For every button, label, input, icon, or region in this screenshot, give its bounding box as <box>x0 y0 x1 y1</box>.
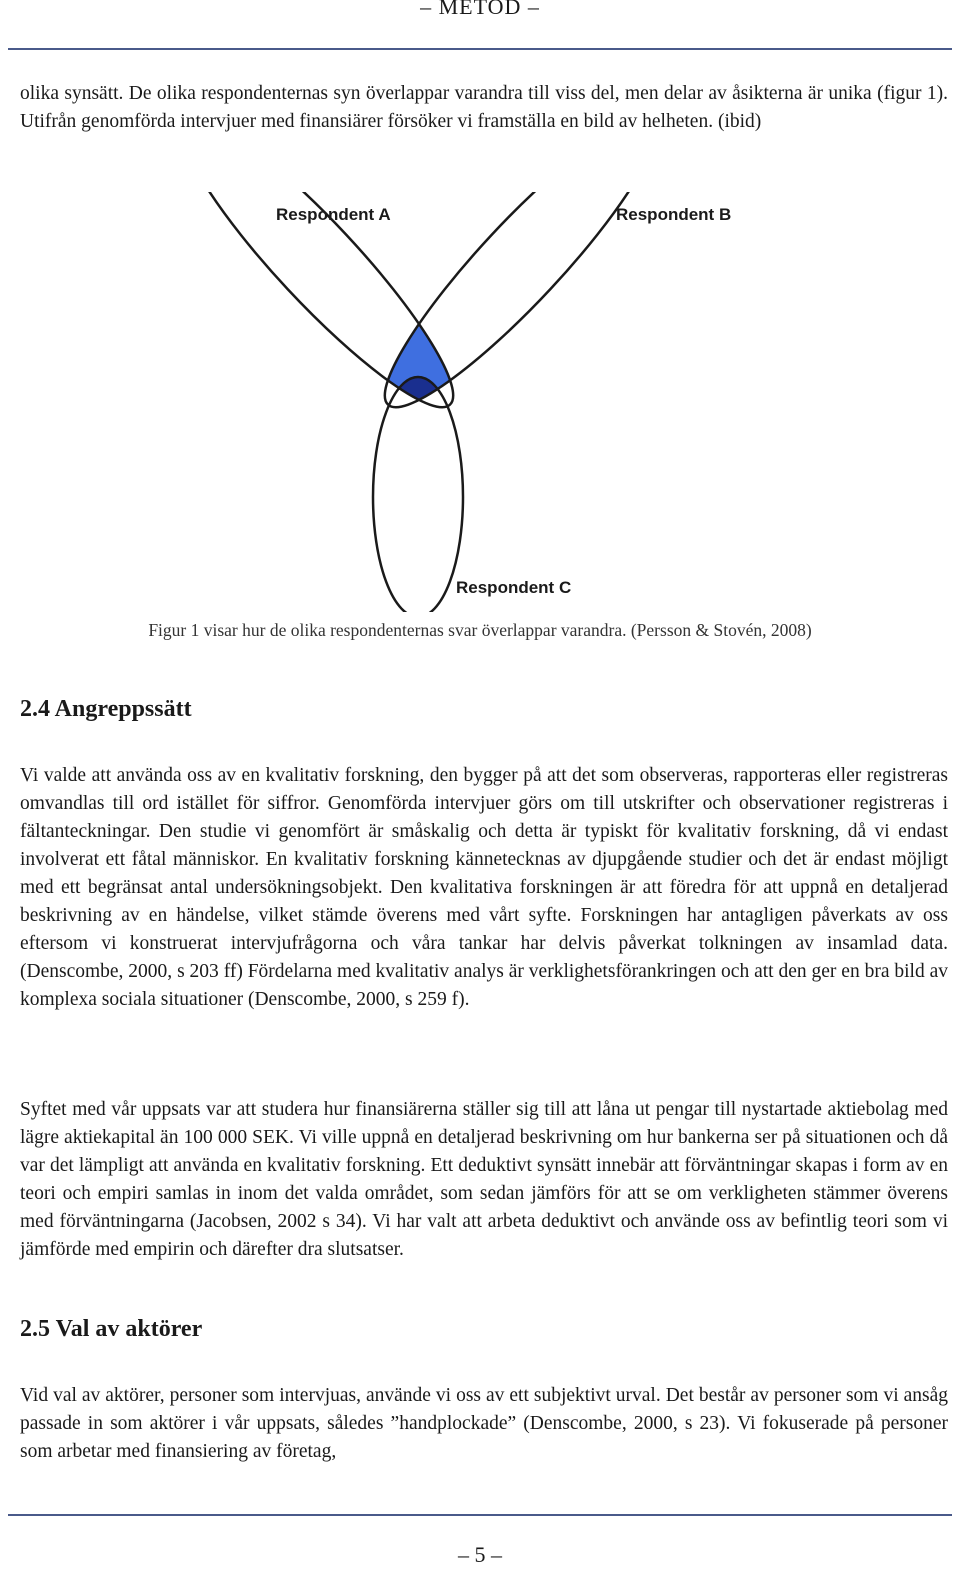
page-header: – METOD – <box>420 0 540 19</box>
intro-paragraph: olika synsätt. De olika respondenternas syn överlappar varandra till viss del, men delar av åsikterna är unika (figur 1). Utifrån genomförda intervjuer med finansiärer försöker vi framställa en bild av helheten. (ibid) <box>20 83 948 132</box>
respondent-c-ellipse <box>373 377 463 612</box>
figure-caption: Figur 1 visar hur de olika respondenternas svar överlappar varandra. (Persson & Stovén, 2008) <box>148 620 812 640</box>
section-2-4-paragraph-2: Syftet med vår uppsats var att studera hur finansiärerna ställer sig till att låna ut pengar till nystartade aktiebolag med lägre aktiekapital än 100 000 SEK. Vi ville uppnå en detaljerad beskrivning om hur bankerna ser på situationen och då var det lämpligt att använda en kvalitativ forskning. Ett deduktivt synsätt innebär att förväntningar skapas i form av en teori och empiri samlas in inom det valda området, som sedan jämförs för att se om verkligheten stämmer överens med förväntningarna (Jacobsen, 2002 s 34). Vi har valt att arbeta deduktivt och använde oss av befintlig teori som vi jämförde med empirin och därefter dra slutsatser. <box>20 1099 948 1260</box>
section-heading-2-4: 2.4 Angreppssätt <box>20 696 192 722</box>
header-rule <box>8 48 952 50</box>
section-heading-2-5: 2.5 Val av aktörer <box>20 1316 203 1342</box>
respondent-b-ellipse <box>359 192 683 432</box>
venn-diagram <box>196 192 776 612</box>
label-respondent-a: Respondent A <box>276 205 391 224</box>
label-respondent-b: Respondent B <box>616 205 732 224</box>
overlap-ab-region <box>359 192 683 432</box>
section-2-4-paragraph-1: Vi valde att använda oss av en kvalitativ forskning, den bygger på att det som observeras, rapporteras eller registreras omvandlas till ord istället för siffror. Genomförda intervjuer görs om till utskrifter och observationer registreras i fältanteckningar. Den studie vi genomfört är småskalig och detta är typiskt för kvalitativ forskning, då vi endast involverat ett fåtal människor. En kvalitativ forskning kännetecknas av djupgående studier och det är endast möjligt med ett begränsat antal undersökningsobjekt. Den kvalitativa forskningen är att föredra för att uppnå en detaljerad beskrivning av en händelse, vilket stämde överens med vårt syfte. Forskningen har antagligen påverkats av oss eftersom vi konstruerat intervjufrågorna och våra tankar har delvis påverkat tolkningen av insamlad data. (Denscombe, 2000, s 203 ff) Fördelarna med kvalitativ analys är verklighetsförankringen och att den ger en bra bild av komplexa sociala situationer (Denscombe, 2000, s 259 f). <box>20 765 948 1010</box>
label-respondent-c: Respondent C <box>456 578 572 597</box>
section-2-5-paragraph-1: Vid val av aktörer, personer som intervjuas, använde vi oss av ett subjektivt urval. Det består av personer som vi ansåg passade in som aktörer i vår uppsats, således ”handplockade” (Denscombe, 2000, s 23). Vi fokuserade på personer som arbetar med finansiering av företag, <box>20 1385 948 1462</box>
venn-figure <box>196 192 776 612</box>
respondent-a-ellipse <box>196 192 479 432</box>
footer-rule <box>8 1514 952 1516</box>
page-number: – 5 – <box>458 1542 502 1567</box>
